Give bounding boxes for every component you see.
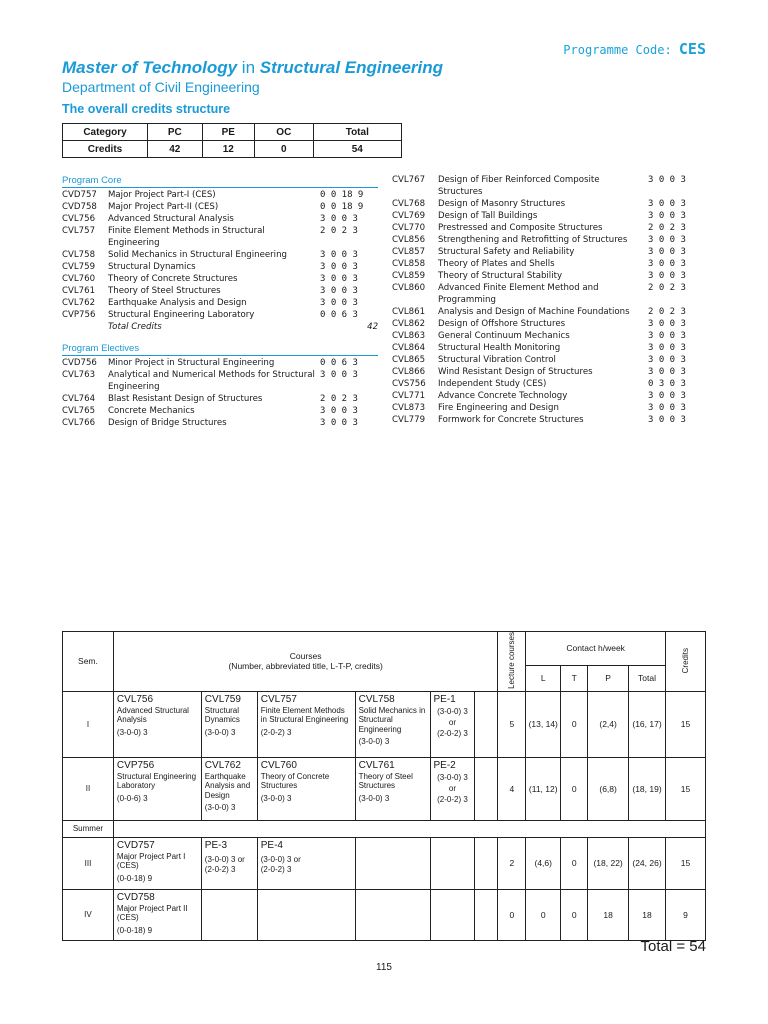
course-row [62,309,378,321]
course-row [392,318,706,330]
course-ltp: 2 0 2 3 [648,283,686,293]
course-name: Strengthening and Retrofitting of Structures [438,235,628,245]
hours-total: (16, 17) [629,691,666,757]
sem-credits: 15 [666,757,706,820]
course-row [392,210,706,222]
credits-table-header-row [63,124,402,141]
hours-t: 0 [561,691,588,757]
credits-pc-value: 42 [148,141,203,158]
course-row [62,249,378,261]
page-title [62,58,443,78]
course-cell: CVL756 Advanced Structural Analysis (3-0-0) 3 [113,691,201,757]
course-code: CVS756 [392,379,426,389]
course-row [392,174,706,198]
credits-pe-value: 12 [202,141,254,158]
course-ltp: 0 0 18 9 [320,190,364,200]
course-row [62,261,378,273]
course-ltp: 2 0 2 3 [648,307,686,317]
hours-l: 0 [526,889,561,940]
lecture-count: 0 [498,889,526,940]
course-row [392,258,706,270]
course-cell: CVL761 Theory of Steel Structures (3-0-0) 3 [355,757,430,820]
total-credits-label: Total Credits [108,322,162,332]
course-name: Design of Offshore Structures [438,319,566,329]
credits-table-value-row [63,141,402,158]
course-ltp: 2 0 2 3 [320,226,358,236]
course-cell: CVL758 Solid Mechanics in Structural Engineering (3-0-0) 3 [355,691,430,757]
elective-cell: PE-1 (3-0-0) 3 or (2-0-2) 3 [430,691,475,757]
course-code: CVL764 [62,394,96,404]
hours-p: (18, 22) [588,837,629,889]
course-name: Major Project Part-I (CES) [108,190,216,200]
course-ltp: 3 0 0 3 [648,175,686,185]
course-code: CVL863 [392,331,426,341]
course-name: Concrete Mechanics [108,406,195,416]
credits-header-total: Total [313,124,401,141]
hours-t: 0 [561,889,588,940]
course-ltp: 0 0 6 3 [320,310,358,320]
course-name: Formwork for Concrete Structures [438,415,584,425]
hours-p: (6,8) [588,757,629,820]
elective-cell: PE-2 (3-0-0) 3 or (2-0-2) 3 [430,757,475,820]
page-number: 115 [376,962,392,973]
sem-label: I [63,691,114,757]
total-credits-value: 42 [367,322,378,332]
course-code: CVL757 [62,226,96,236]
course-code: CVL858 [392,259,426,269]
course-code: CVL861 [392,307,426,317]
course-ltp: 3 0 0 3 [648,259,686,269]
course-name: Finite Element Methods in Structural Engineering [108,226,265,248]
hours-l: (4,6) [526,837,561,889]
course-ltp: 3 0 0 3 [320,406,358,416]
credits-structure-heading: The overall credits structure [62,102,231,116]
course-name: Major Project Part-II (CES) [108,202,219,212]
empty-cell [201,889,257,940]
course-row [392,198,706,210]
course-name: Minor Project in Structural Engineering [108,358,275,368]
lecture-count: 5 [498,691,526,757]
course-row [62,213,378,225]
semester-row-4 [63,889,706,940]
course-ltp: 3 0 0 3 [320,274,358,284]
total-credits-row [62,321,378,333]
sem-label: IV [63,889,114,940]
program-electives-heading: Program Electives [62,343,140,354]
empty-cell [475,757,498,820]
course-ltp: 3 0 0 3 [648,319,686,329]
course-code: CVL769 [392,211,426,221]
header-t: T [561,665,588,691]
empty-cell [430,837,475,889]
credits-structure-table [62,123,402,158]
course-code: CVL768 [392,199,426,209]
sem-label: II [63,757,114,820]
header-l: L [526,665,561,691]
course-ltp: 3 0 0 3 [648,199,686,209]
semester-plan-table [62,631,706,941]
course-name: Fire Engineering and Design [438,403,559,413]
course-name: Theory of Plates and Shells [438,259,555,269]
course-name: Independent Study (CES) [438,379,547,389]
lecture-count: 2 [498,837,526,889]
sem-credits: 15 [666,691,706,757]
sem-credits: 9 [666,889,706,940]
course-name: Structural Dynamics [108,262,196,272]
course-row [392,306,706,318]
header-courses-title: Courses [289,651,322,662]
course-name: Design of Bridge Structures [108,418,227,428]
course-row [62,201,378,213]
hours-total: 18 [629,889,666,940]
programme-code-value: CES [678,40,706,58]
course-name: Theory of Structural Stability [438,271,563,281]
program-core-divider [62,187,378,188]
program-electives-divider [62,355,378,356]
header-credits: Credits [666,632,706,692]
course-name: Structural Health Monitoring [438,343,561,353]
elective-cell: PE-3 (3-0-0) 3 or (2-0-2) 3 [201,837,257,889]
header-total: Total [629,665,666,691]
course-name: Earthquake Analysis and Design [108,298,247,308]
course-ltp: 3 0 0 3 [648,415,686,425]
course-code: CVL765 [62,406,96,416]
hours-total: (18, 19) [629,757,666,820]
semester-row-3 [63,837,706,889]
course-code: CVL758 [62,250,96,260]
course-name: Solid Mechanics in Structural Engineering [108,250,287,260]
course-cell: CVL757 Finite Element Methods in Structural Engineering (2-0-2) 3 [257,691,355,757]
course-ltp: 0 0 6 3 [320,358,358,368]
empty-cell [355,837,430,889]
empty-cell [475,889,498,940]
course-name: Design of Tall Buildings [438,211,538,221]
course-row [392,234,706,246]
course-code: CVL770 [392,223,426,233]
course-row [62,285,378,297]
course-name: Wind Resistant Design of Structures [438,367,593,377]
course-row [62,357,378,369]
course-ltp: 3 0 0 3 [320,298,358,308]
course-row [62,273,378,285]
course-code: CVL862 [392,319,426,329]
empty-cell [355,889,430,940]
course-name: Advanced Structural Analysis [108,214,234,224]
title-specialisation: Structural Engineering [259,58,444,77]
course-name: Theory of Concrete Structures [108,274,238,284]
hours-total: (24, 26) [629,837,666,889]
empty-cell [257,889,355,940]
course-ltp: 3 0 0 3 [648,355,686,365]
course-ltp: 3 0 0 3 [648,235,686,245]
course-code: CVL859 [392,271,426,281]
course-row [62,405,378,417]
empty-cell [475,691,498,757]
program-electives-list-right [392,174,706,426]
course-ltp: 3 0 0 3 [320,286,358,296]
course-code: CVL779 [392,415,426,425]
elective-cell: PE-4 (3-0-0) 3 or (2-0-2) 3 [257,837,355,889]
course-name: Analytical and Numerical Methods for Structural Engineering [108,370,315,392]
header-courses [113,632,497,692]
course-code: CVL766 [62,418,96,428]
course-name: Advance Concrete Technology [438,391,568,401]
header-courses-subtitle: (Number, abbreviated title, L-T-P, credits) [228,661,383,672]
course-name: Advanced Finite Element Method and Programming [438,283,599,305]
credits-header-pe: PE [202,124,254,141]
course-ltp: 3 0 0 3 [320,370,358,380]
program-electives-list-left [62,357,378,429]
header-contact-hours: Contact h/week [526,632,666,666]
lecture-count: 4 [498,757,526,820]
hours-l: (11, 12) [526,757,561,820]
course-ltp: 3 0 0 3 [648,367,686,377]
course-ltp: 3 0 0 3 [648,331,686,341]
course-code: CVD758 [62,202,97,212]
course-code: CVL756 [62,214,96,224]
course-row [62,417,378,429]
course-row [392,342,706,354]
hours-p: (2,4) [588,691,629,757]
course-row [392,402,706,414]
course-cell: CVL760 Theory of Concrete Structures (3-0-0) 3 [257,757,355,820]
course-name: General Continuum Mechanics [438,331,570,341]
course-row [62,393,378,405]
empty-cell [430,889,475,940]
title-degree: Master of Technology [62,58,238,77]
grand-total: Total = 54 [640,938,706,955]
semester-row-1 [63,691,706,757]
course-ltp: 3 0 0 3 [320,418,358,428]
course-code: CVL771 [392,391,426,401]
course-row [392,414,706,426]
course-code: CVL873 [392,403,426,413]
header-p: P [588,665,629,691]
course-cell: CVD758 Major Project Part II (CES) (0-0-18) 9 [113,889,201,940]
header-lecture-courses: Lecture courses [498,632,526,692]
course-row [392,354,706,366]
course-name: Design of Masonry Structures [438,199,566,209]
programme-code-label: Programme Code: [563,43,672,57]
hours-l: (13, 14) [526,691,561,757]
course-cell: CVL759 Structural Dynamics (3-0-0) 3 [201,691,257,757]
course-cell: CVP756 Structural Engineering Laboratory (0-0-6) 3 [113,757,201,820]
course-ltp: 3 0 0 3 [648,211,686,221]
department-name: Department of Civil Engineering [62,79,260,95]
course-code: CVL856 [392,235,426,245]
hours-t: 0 [561,757,588,820]
programme-code [563,40,706,58]
course-row [392,390,706,402]
title-in: in [241,58,256,77]
course-name: Analysis and Design of Machine Foundations [438,307,630,317]
course-row [392,330,706,342]
summer-empty [113,820,705,837]
summer-row [63,820,706,837]
course-name: Structural Vibration Control [438,355,556,365]
sem-credits: 15 [666,837,706,889]
course-ltp: 3 0 0 3 [648,403,686,413]
credits-oc-value: 0 [255,141,314,158]
course-ltp: 0 0 18 9 [320,202,364,212]
semester-row-2 [63,757,706,820]
course-code: CVL767 [392,175,426,185]
course-ltp: 3 0 0 3 [320,262,358,272]
course-row [392,222,706,234]
course-name: Structural Engineering Laboratory [108,310,255,320]
course-row [392,366,706,378]
credits-header-category: Category [63,124,148,141]
credits-row-label: Credits [63,141,148,158]
program-core-list [62,189,378,333]
course-row [392,282,706,306]
course-ltp: 0 3 0 3 [648,379,686,389]
course-row [62,225,378,249]
course-ltp: 3 0 0 3 [648,247,686,257]
course-code: CVL860 [392,283,426,293]
course-code: CVL857 [392,247,426,257]
course-code: CVL760 [62,274,96,284]
hours-t: 0 [561,837,588,889]
course-row [392,246,706,258]
credits-total-value: 54 [313,141,401,158]
course-ltp: 2 0 2 3 [648,223,686,233]
course-code: CVL761 [62,286,96,296]
course-row [392,270,706,282]
course-name: Theory of Steel Structures [108,286,221,296]
credits-header-oc: OC [255,124,314,141]
credits-header-pc: PC [148,124,203,141]
course-code: CVL864 [392,343,426,353]
summer-label: Summer [63,820,114,837]
course-cell: CVD757 Major Project Part I (CES) (0-0-18) 9 [113,837,201,889]
course-cell: CVL762 Earthquake Analysis and Design (3-0-0) 3 [201,757,257,820]
course-row [392,378,706,390]
course-code: CVD756 [62,358,97,368]
course-code: CVL762 [62,298,96,308]
course-ltp: 2 0 2 3 [320,394,358,404]
course-code: CVP756 [62,310,96,320]
course-name: Prestressed and Composite Structures [438,223,603,233]
course-row [62,297,378,309]
course-code: CVL865 [392,355,426,365]
course-name: Design of Fiber Reinforced Composite Structures [438,175,600,197]
empty-cell [475,837,498,889]
header-sem: Sem. [63,632,114,692]
course-name: Structural Safety and Reliability [438,247,575,257]
course-ltp: 3 0 0 3 [648,271,686,281]
course-code: CVL866 [392,367,426,377]
hours-p: 18 [588,889,629,940]
program-core-heading: Program Core [62,175,122,186]
sem-label: III [63,837,114,889]
course-ltp: 3 0 0 3 [648,343,686,353]
course-code: CVL763 [62,370,96,380]
course-row [62,369,378,393]
course-ltp: 3 0 0 3 [320,214,358,224]
course-row [62,189,378,201]
course-name: Blast Resistant Design of Structures [108,394,263,404]
course-ltp: 3 0 0 3 [320,250,358,260]
course-ltp: 3 0 0 3 [648,391,686,401]
course-code: CVD757 [62,190,97,200]
course-code: CVL759 [62,262,96,272]
spacer [62,321,108,333]
